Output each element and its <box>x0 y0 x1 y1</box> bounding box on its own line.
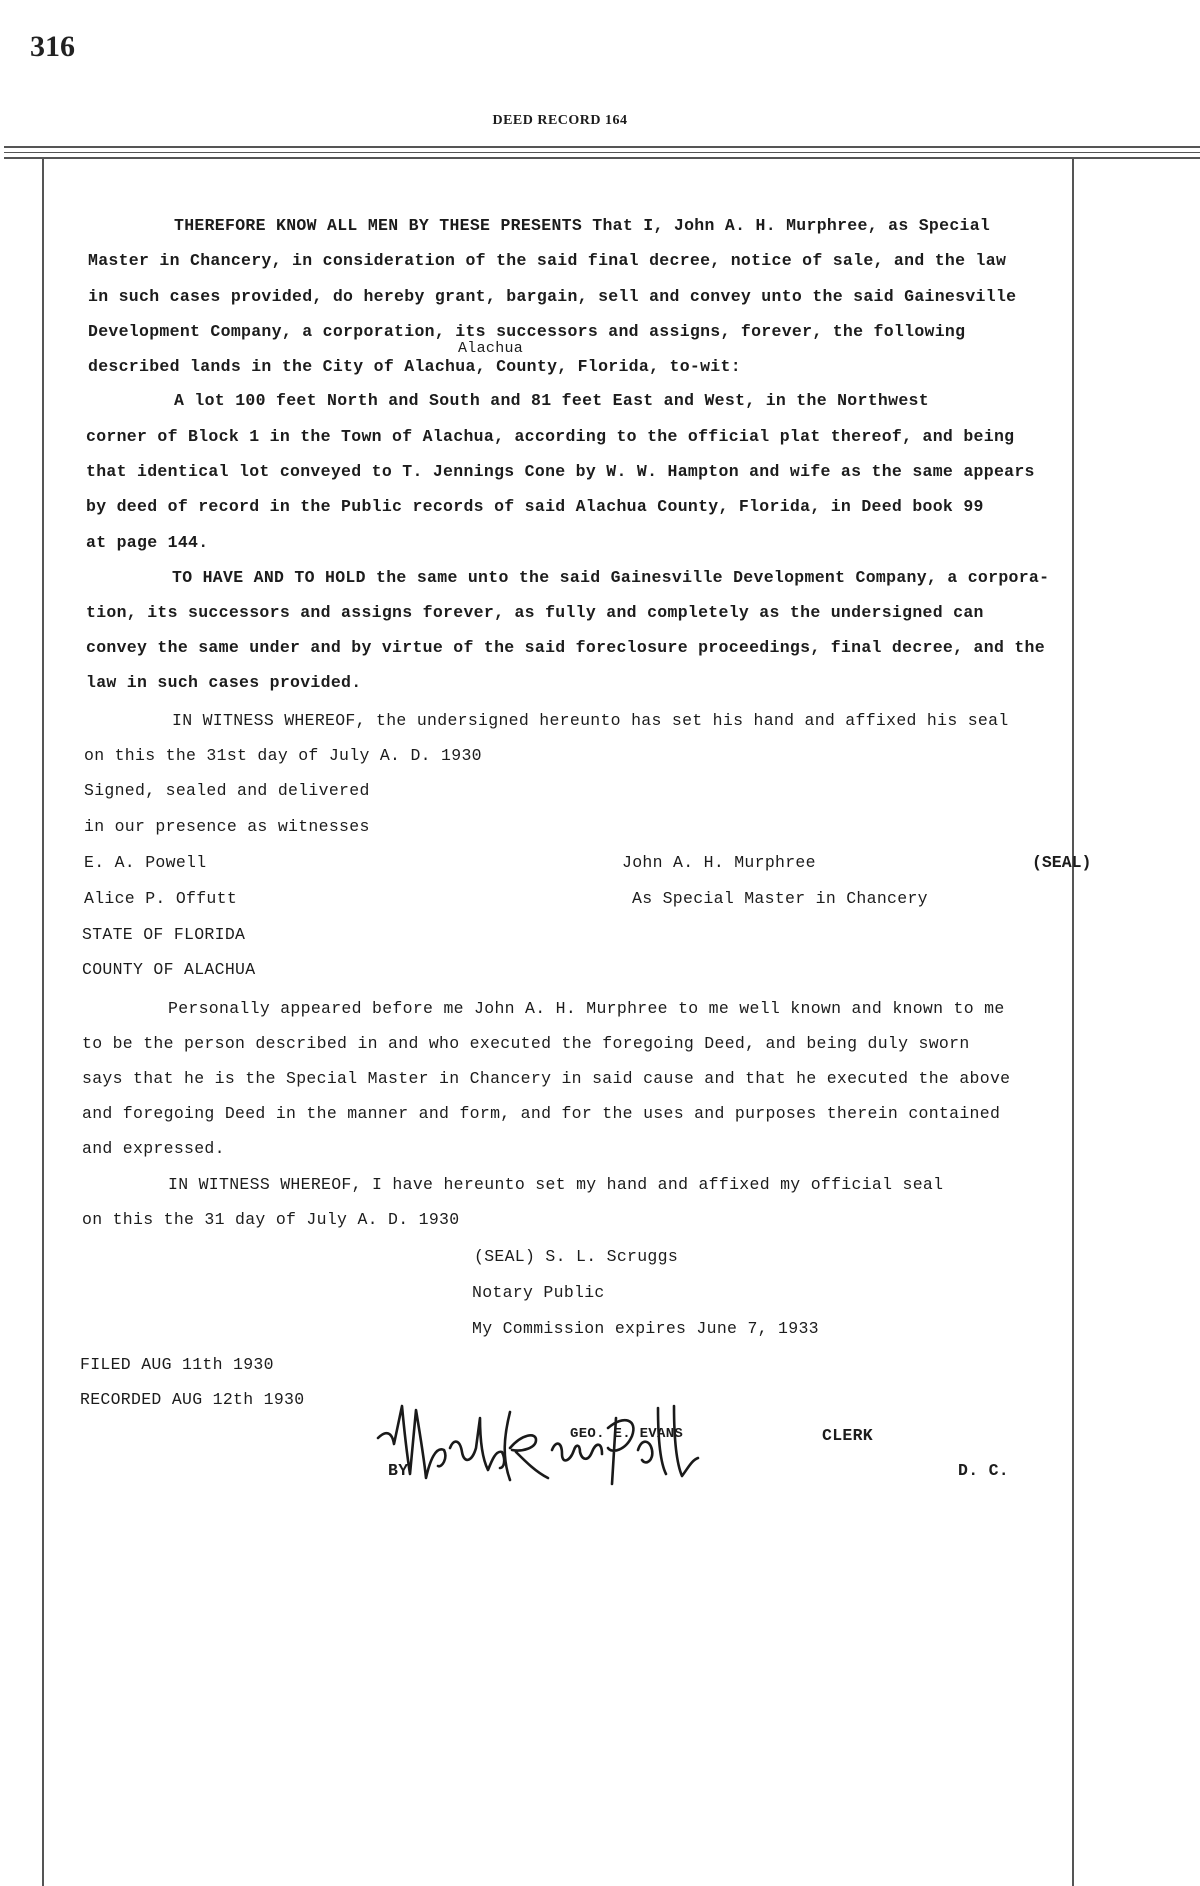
body-line: says that he is the Special Master in Chancery in said cause and that he executed the above <box>82 1069 1011 1088</box>
body-line: STATE OF FLORIDA <box>82 925 246 944</box>
body-line: law in such cases provided. <box>86 673 362 692</box>
right-margin-rule <box>1072 158 1074 1886</box>
body-line: in such cases provided, do hereby grant, bargain, sell and convey unto the said Gainesville <box>88 287 1017 306</box>
notary-signature: (SEAL) S. L. Scruggs <box>474 1247 679 1266</box>
body-line: by deed of record in the Public records of said Alachua County, Florida, in Deed book 99 <box>86 497 984 516</box>
body-line: convey the same under and by virtue of the said foreclosure proceedings, final decree, and the <box>86 638 1045 657</box>
body-line: described lands in the City of Alachua, County, Florida, to-wit: <box>88 357 741 376</box>
handwritten-signature <box>376 1388 706 1498</box>
body-line: TO HAVE AND TO HOLD the same unto the said Gainesville Development Company, a corpora- <box>172 568 1050 587</box>
body-line: tion, its successors and assigns forever, as fully and completely as the undersigned can <box>86 603 984 622</box>
body-line: COUNTY OF ALACHUA <box>82 960 256 979</box>
deputy-clerk-label: D. C. <box>958 1461 1010 1480</box>
body-line: Master in Chancery, in consideration of the said final decree, notice of sale, and the law <box>88 251 1007 270</box>
notary-commission: My Commission expires June 7, 1933 <box>472 1319 819 1338</box>
body-line: Signed, sealed and delivered <box>84 781 370 800</box>
body-line: Personally appeared before me John A. H. Murphree to me well known and known to me <box>168 999 1005 1018</box>
book-title: DEED RECORD 164 <box>492 113 628 128</box>
body-line: that identical lot conveyed to T. Jennings Cone by W. W. Hampton and wife as the same appears <box>86 462 1035 481</box>
header-rule-2 <box>4 152 1200 153</box>
body-line: at page 144. <box>86 533 209 552</box>
body-line: IN WITNESS WHEREOF, I have hereunto set my hand and affixed my official seal <box>168 1175 944 1194</box>
body-line: A lot 100 feet North and South and 81 feet East and West, in the Northwest <box>174 391 929 410</box>
body-line: THEREFORE KNOW ALL MEN BY THESE PRESENTS That I, John A. H. Murphree, as Special <box>174 216 991 235</box>
recorded-date: RECORDED AUG 12th 1930 <box>80 1390 305 1409</box>
body-line: and expressed. <box>82 1139 225 1158</box>
witness-name: E. A. Powell <box>84 853 207 872</box>
grantor-seal: (SEAL) <box>1032 853 1092 872</box>
filed-date: FILED AUG 11th 1930 <box>80 1355 274 1374</box>
clerk-title: CLERK <box>822 1426 874 1445</box>
clerk-name: GEO. E. EVANS <box>570 1426 684 1442</box>
header-rule-1 <box>4 146 1200 148</box>
grantor-title: As Special Master in Chancery <box>632 889 928 908</box>
body-line: corner of Block 1 in the Town of Alachua, according to the official plat thereof, and being <box>86 427 1015 446</box>
body-line: in our presence as witnesses <box>84 817 370 836</box>
page-number: 316 <box>30 30 75 63</box>
witness-name: Alice P. Offutt <box>84 889 238 908</box>
body-line: on this the 31 day of July A. D. 1930 <box>82 1210 460 1229</box>
body-line: on this the 31st day of July A. D. 1930 <box>84 746 482 765</box>
body-line: IN WITNESS WHEREOF, the undersigned hereunto has set his hand and affixed his seal <box>172 711 1009 730</box>
body-line: Development Company, a corporation, its successors and assigns, forever, the following <box>88 322 966 341</box>
insertion-word: Alachua <box>458 340 524 357</box>
by-label: BY <box>388 1461 409 1480</box>
notary-title: Notary Public <box>472 1283 605 1302</box>
left-margin-rule <box>42 158 44 1886</box>
body-line: to be the person described in and who executed the foregoing Deed, and being duly sworn <box>82 1034 970 1053</box>
grantor-signature: John A. H. Murphree <box>622 853 816 872</box>
header-rule-3 <box>4 157 1200 159</box>
body-line: and foregoing Deed in the manner and form, and for the uses and purposes therein contained <box>82 1104 1001 1123</box>
